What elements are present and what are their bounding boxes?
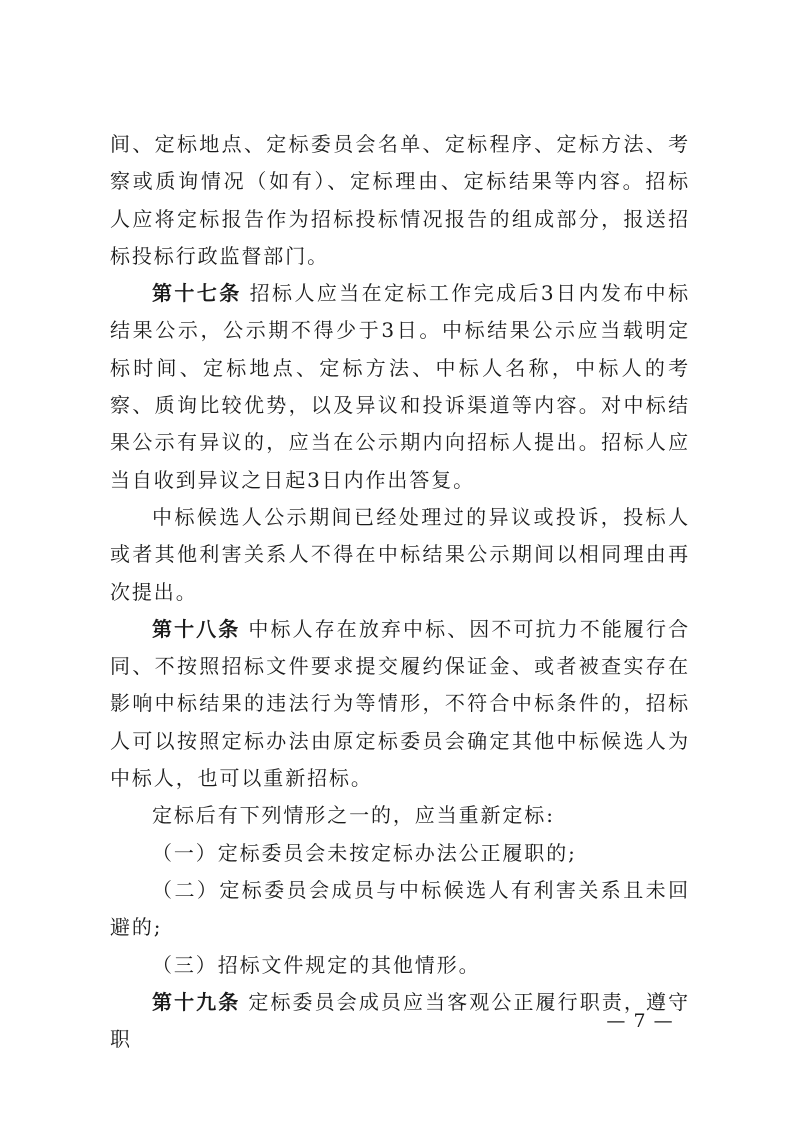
- article-label: 第十九条: [152, 989, 241, 1014]
- paragraph-text: 招标人应当在定标工作完成后3日内发布中标结果公示，公示期不得少于3日。中标结果公示应当载明定标时间、定标地点、定标方法、中标人名称，中标人的考察、质询比较优势，以及异议和投诉渠道等内容。对中标结果公示有异议的，应当在公示期内向招标人提出。招标人应当自收到异议之日起3日内作出答复。: [110, 281, 690, 492]
- list-item-text: （三）招标文件规定的其他情形。: [152, 952, 481, 977]
- list-item: [110, 835, 690, 872]
- list-item: [110, 947, 690, 984]
- paragraph: [110, 126, 690, 275]
- document-body: [110, 126, 690, 1058]
- list-item-text: （一）定标委员会未按定标办法公正履职的;: [152, 840, 577, 865]
- paragraph-text: 间、定标地点、定标委员会名单、定标程序、定标方法、考察或质询情况（如有）、定标理由、定标结果等内容。招标人应将定标报告作为招标投标情况报告的组成部分，报送招标投标行政监督部门。: [110, 132, 690, 268]
- paragraph-text: 中标候选人公示期间已经处理过的异议或投诉，投标人或者其他利害关系人不得在中标结果公示期间以相同理由再次提出。: [110, 504, 690, 604]
- paragraph: [110, 797, 690, 834]
- paragraph: [110, 499, 690, 611]
- paragraph-article-17: [110, 275, 690, 499]
- list-item-text: （二）定标委员会成员与中标候选人有利害关系且未回避的;: [110, 877, 690, 940]
- paragraph-text: 定标后有下列情形之一的，应当重新定标:: [152, 803, 555, 828]
- paragraph-text: 定标委员会成员应当客观公正履行职责，遵守职: [110, 989, 691, 1052]
- paragraph-article-18: [110, 611, 690, 797]
- page-number: — 7 —: [606, 1010, 674, 1032]
- list-item: [110, 872, 690, 947]
- article-label: 第十七条: [152, 281, 242, 306]
- paragraph-text: 中标人存在放弃中标、因不可抗力不能履行合同、不按照招标文件要求提交履约保证金、或者被查实存在影响中标结果的违法行为等情形，不符合中标条件的，招标人可以按照定标办法由原定标委员会确定其他中标候选人为中标人，也可以重新招标。: [110, 616, 691, 791]
- article-label: 第十八条: [152, 616, 241, 641]
